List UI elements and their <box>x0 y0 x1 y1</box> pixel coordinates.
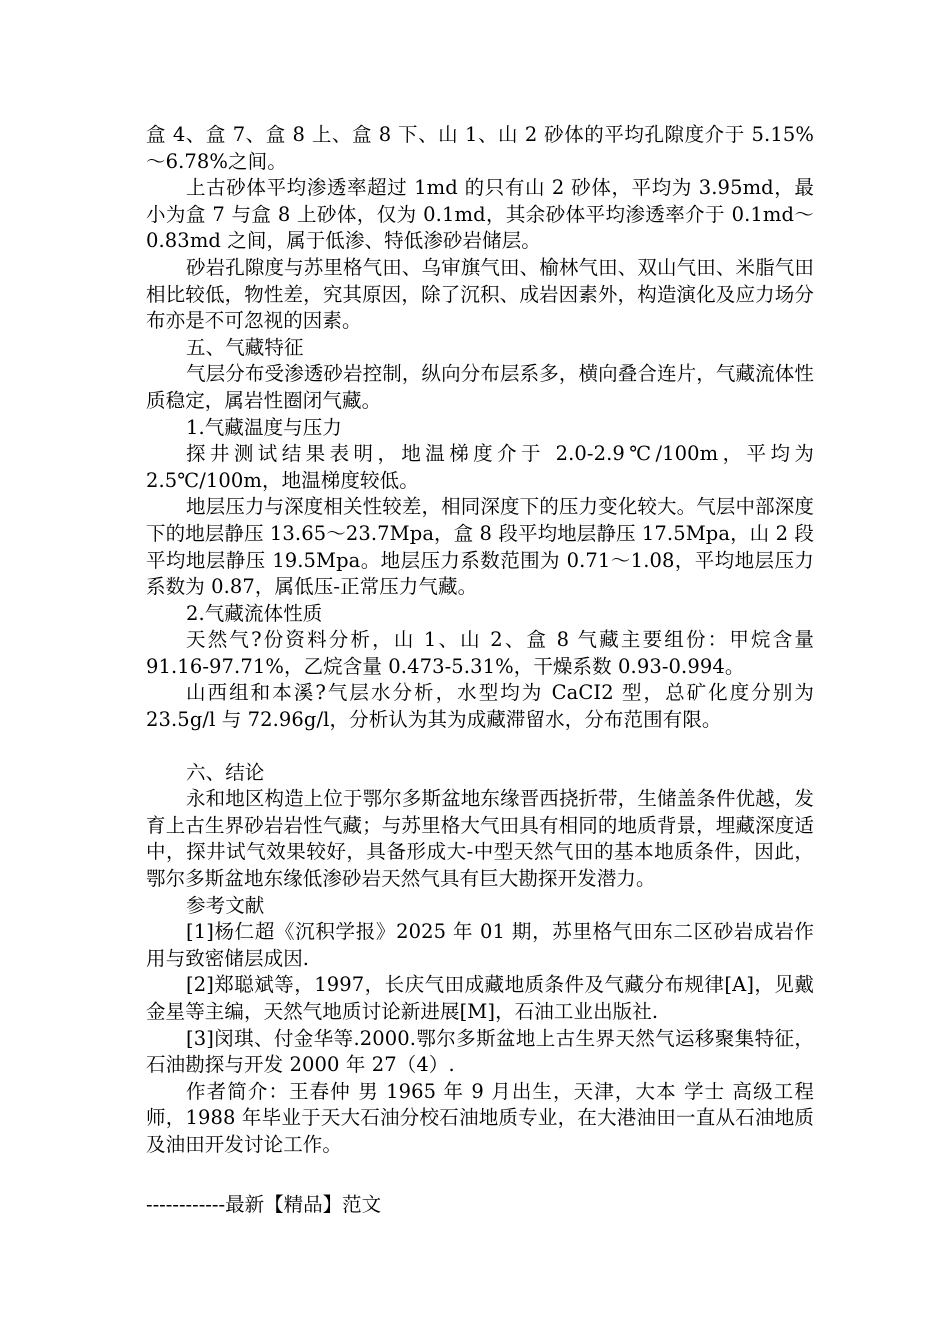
references-heading: 参考文献 <box>186 893 265 917</box>
reference-item-2: [2]郑聪斌等，1997，长庆气田成藏地质条件及气藏分布规律[A]，见戴金星等主编，天然气地质讨论新进展[M]，石油工业出版社. <box>146 973 814 1023</box>
section-heading-gas-reservoir: 五、气藏特征 <box>186 335 304 359</box>
reference-item-3: [3]闵琪、付金华等.2000.鄂尔多斯盆地上古生界天然气运移聚集特征，石油勘探与开发 2000 年 27（4）. <box>146 1026 814 1077</box>
subheading-temperature-pressure: 1.气藏温度与压力 <box>186 415 343 439</box>
paragraph-formation-pressure: 地层压力与深度相关性较差，相同深度下的压力变化较大。气层中部深度下的地层静压 13.65～23.7Mpa，盒 8 段平均地层静压 17.5Mpa，山 2 段平均地层静压 19.5Mpa。地层压力系数范围为 0.71～1.08，平均地层压力系数为 0.87，属低压-正常压力气藏。 <box>146 495 814 599</box>
paragraph-gas-layer-distribution: 气层分布受渗透砂岩控制，纵向分布层系多，横向叠合连片，气藏流体性质稳定，属岩性圈闭气藏。 <box>146 362 814 412</box>
author-bio: 作者简介：王春仲 男 1965 年 9 月出生，天津，大本 学士 高级工程师，1988 年毕业于天大石油分校石油地质专业，在大港油田一直从石油地质及油田开发讨论工作。 <box>146 1079 814 1156</box>
paragraph-porosity-comparison: 砂岩孔隙度与苏里格气田、乌审旗气田、榆林气田、双山气田、米脂气田相比较低，物性差，究其原因，除了沉积、成岩因素外，构造演化及应力场分布亦是不可忽视的因素。 <box>146 255 814 333</box>
reference-item-1: [1]杨仁超《沉积学报》2025 年 01 期，苏里格气田东二区砂岩成岩作用与致密储层成因. <box>146 920 814 970</box>
paragraph-permeability: 上古砂体平均渗透率超过 1md 的只有山 2 砂体，平均为 3.95md，最小为盒 7 与盒 8 上砂体，仅为 0.1md，其余砂体平均渗透率介于 0.1md～0.83md 之间，属于低渗、特低渗砂岩储层。 <box>146 176 814 253</box>
subheading-fluid-properties: 2.气藏流体性质 <box>186 601 323 625</box>
section-heading-conclusion: 六、结论 <box>186 760 265 784</box>
paragraph-geothermal-gradient: 探井测试结果表明，地温梯度介于 2.0-2.9℃/100m，平均为 2.5℃/100m，地温梯度较低。 <box>146 442 814 492</box>
paragraph-conclusion: 永和地区构造上位于鄂尔多斯盆地东缘晋西挠折带，生储盖条件优越，发育上古生界砂岩岩性气藏；与苏里格大气田具有相同的地质背景，埋藏深度适中，探井试气效果较好，具备形成大-中型天然气田的基本地质条件，因此，鄂尔多斯盆地东缘低渗砂岩天然气具有巨大勘探开发潜力。 <box>146 787 814 891</box>
paragraph-porosity-range: 盒 4、盒 7、盒 8 上、盒 8 下、山 1、山 2 砂体的平均孔隙度介于 5.15%～6.78%之间。 <box>146 123 814 173</box>
page-footer: ------------最新【精品】范文 <box>146 1193 382 1216</box>
paragraph-formation-water: 山西组和本溪?气层水分析，水型均为 CaCI2 型，总矿化度分别为 23.5g/l 与 72.96g/l，分析认为其为成藏滞留水，分布范围有限。 <box>146 681 814 732</box>
paragraph-gas-composition: 天然气?份资料分析，山 1、山 2、盒 8 气藏主要组份：甲烷含量 91.16-97.71%，乙烷含量 0.473-5.31%，干燥系数 0.93-0.994。 <box>146 628 814 678</box>
document-body <box>146 122 814 1159</box>
